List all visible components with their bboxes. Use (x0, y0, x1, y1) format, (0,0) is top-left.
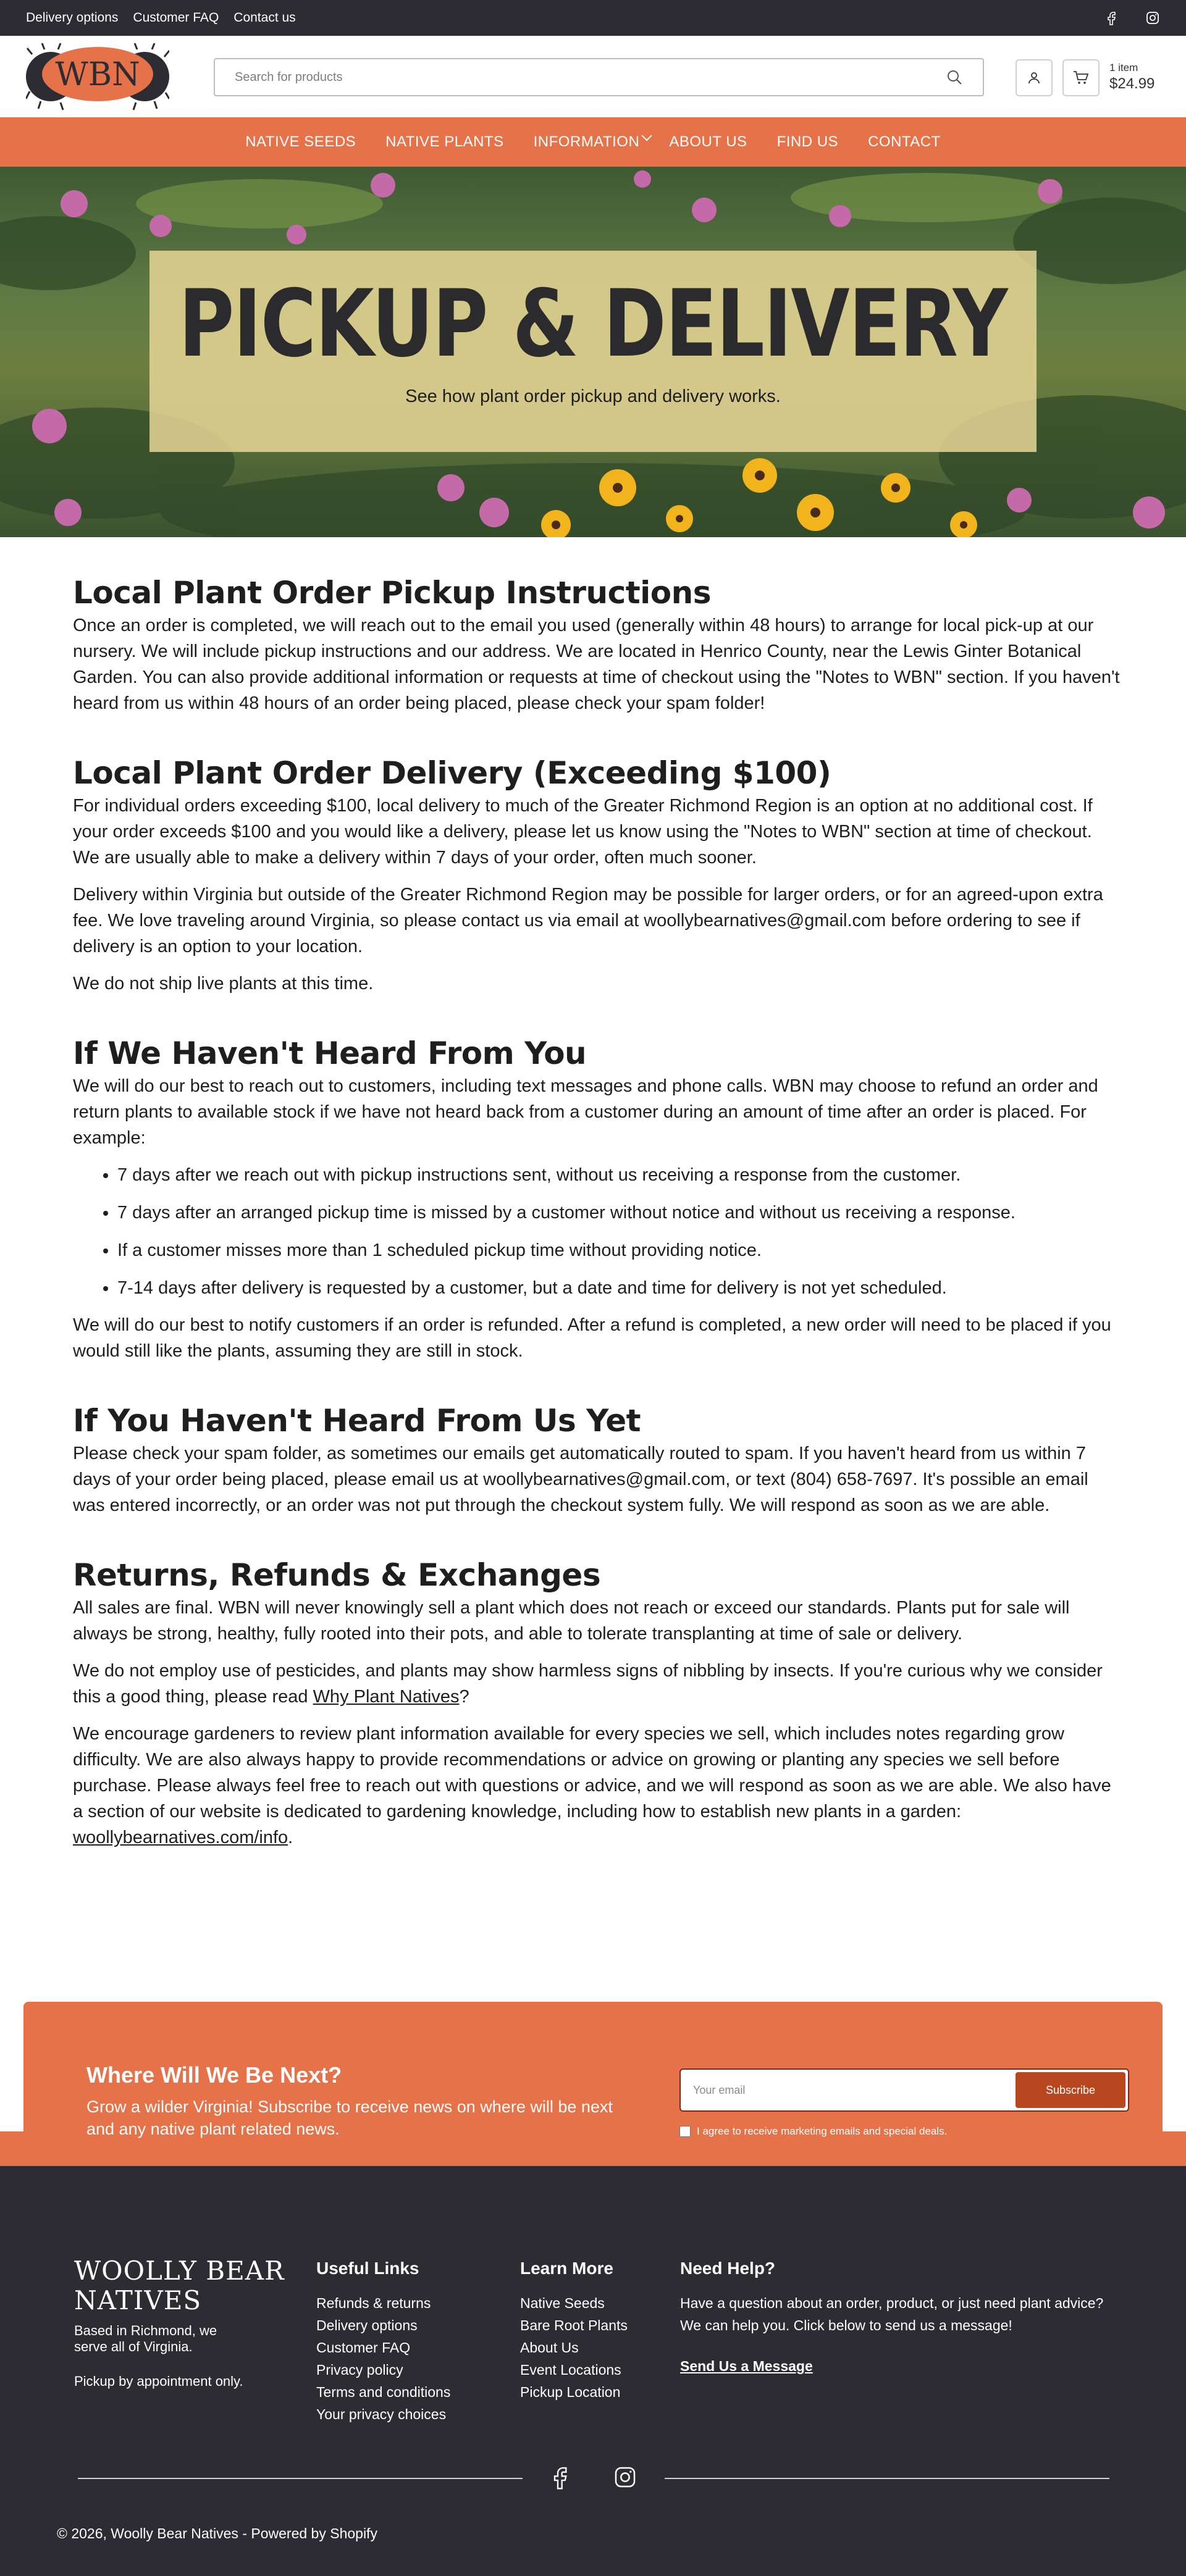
cart-button[interactable] (1062, 59, 1100, 96)
footer-link-about[interactable]: About Us (520, 2340, 579, 2356)
nav-about-us[interactable]: ABOUT US (669, 133, 747, 150)
marketing-consent-label: I agree to receive marketing emails and special deals. (697, 2125, 948, 2137)
list-item: • 7 days after we reach out with pickup instructions sent, without us receiving a response from the customer. (117, 1162, 1123, 1188)
nav-native-plants[interactable]: NATIVE PLANTS (385, 133, 504, 150)
footer-link-privacy[interactable]: Privacy policy (316, 2362, 403, 2378)
delivery-paragraph-3: We do not ship live plants at this time. (73, 974, 374, 993)
search-input[interactable] (235, 70, 946, 85)
returns-paragraph-2-text: We do not employ use of pesticides, and plants may show harmless signs of nibbling by insects. If you're curious why we consider this a good thing, please read (73, 1661, 1103, 1707)
account-button[interactable] (1016, 59, 1053, 96)
facebook-icon[interactable] (1104, 10, 1119, 25)
need-help-column (680, 2259, 1112, 2377)
learn-more-title: Learn More (520, 2259, 613, 2278)
footer-pickup: Pickup by appointment only. (74, 2373, 243, 2389)
logo-text: WBN (55, 56, 140, 93)
footer-link-bare-root[interactable]: Bare Root Plants (520, 2317, 628, 2333)
subscribe-button[interactable]: Subscribe (1016, 2072, 1125, 2108)
footer-link-faq[interactable]: Customer FAQ (316, 2340, 411, 2356)
customer-faq-link[interactable]: Customer FAQ (133, 10, 219, 25)
hero-card (149, 251, 1037, 452)
instagram-icon[interactable] (1145, 10, 1160, 25)
footer-link-native-seeds[interactable]: Native Seeds (520, 2295, 605, 2311)
footer-brand[interactable] (74, 2256, 285, 2315)
not-heard-from-us-heading: If You Haven't Heard From Us Yet (73, 1403, 641, 1439)
cart-count: 1 item (1109, 62, 1138, 73)
returns-heading: Returns, Refunds & Exchanges (73, 1557, 601, 1593)
marketing-consent-checkbox[interactable] (679, 2126, 691, 2137)
top-bar (0, 0, 1186, 36)
returns-paragraph-3 (73, 1721, 1123, 1850)
newsletter-title: Where Will We Be Next? (86, 2062, 342, 2088)
delivery-options-link[interactable]: Delivery options (26, 10, 119, 25)
delivery-heading: Local Plant Order Delivery (Exceeding $100) (73, 755, 831, 791)
list-item: • 7-14 days after delivery is requested by a customer, but a date and time for delivery is not yet scheduled. (117, 1275, 1123, 1301)
nav-information[interactable] (519, 133, 655, 151)
footer-link-privacy-choices[interactable]: Your privacy choices (316, 2406, 447, 2422)
main-nav (0, 117, 1186, 167)
chevron-down-icon (642, 131, 652, 141)
footer-about: Based in Richmond, we serve all of Virginia. (74, 2323, 217, 2354)
learn-more-column (520, 2259, 628, 2403)
facebook-icon[interactable] (549, 2465, 573, 2490)
site-footer (0, 2166, 1186, 2576)
main-content (73, 574, 1123, 1850)
not-heard-from-us-paragraph: Please check your spam folder, as sometimes our emails get automatically routed to spam. If you haven't heard from us within 7 days of your order being placed, please email us at woollybearnatives@gmail.com, or text (804) 658-7697. It's possible an email was entered incorrectly, or an order was not put through the checkout system fully. We will respond as soon as we are able. (73, 1444, 1088, 1515)
list-item: • If a customer misses more than 1 scheduled pickup time without providing notice. (117, 1237, 1123, 1263)
not-heard-from-you-paragraph-2: We will do our best to notify customers if an order is refunded. After a refund is completed, a new order will need to be placed if you would still like the plants, assuming they are still in stock. (73, 1315, 1111, 1361)
footer-link-delivery[interactable]: Delivery options (316, 2317, 418, 2333)
returns-paragraph-1: All sales are final. WBN will never knowingly sell a plant which does not reach or exceed our standards. Plants put for sale will always be strong, healthy, fully rooted into their pots, and able to tolerate transplanting at time of sale or delivery. (73, 1598, 1070, 1644)
footer-brand-line-2: NATIVES (74, 2285, 202, 2315)
cart-total: $24.99 (1109, 75, 1155, 92)
footer-brand-line-1: WOOLLY BEAR (74, 2256, 285, 2286)
returns-paragraph-3-end: . (288, 1828, 293, 1847)
newsletter-text: Grow a wilder Virginia! Subscribe to receive news on where will be next and any native plant related news. (86, 2097, 613, 2138)
copyright: © 2026, Woolly Bear Natives - Powered by Shopify (57, 2525, 377, 2541)
page-subtitle: See how plant order pickup and delivery works. (405, 387, 781, 406)
useful-links-title: Useful Links (316, 2259, 419, 2278)
delivery-paragraph-1: For individual orders exceeding $100, local delivery to much of the Greater Richmond Region is an option at no additional cost. If your order exceeds $100 and you would like a delivery, please let us know using the "Notes to WBN" section at time of checkout. We are usually able to make a delivery within 7 days of your order, often much sooner. (73, 796, 1093, 868)
newsletter-form (679, 2068, 1129, 2112)
need-help-title: Need Help? (680, 2259, 776, 2278)
footer-link-refunds[interactable]: Refunds & returns (316, 2295, 431, 2311)
list-item: • 7 days after an arranged pickup time is missed by a customer without notice and without us receiving a response. (117, 1200, 1123, 1226)
footer-link-terms[interactable]: Terms and conditions (316, 2384, 451, 2400)
returns-paragraph-2-end: ? (459, 1687, 469, 1707)
useful-links-column (316, 2259, 450, 2425)
returns-paragraph-3-text: We encourage gardeners to review plant information available for every species we sell, which includes notes regarding grow difficulty. We are also always happy to provide recommendations or advice on growing or planting any species we sell before purchase. Please always feel free to reach out with questions or advice, and we will respond as soon as we are able. We also have a section of our website is dedicated to gardening knowledge, including how to establish new plants in a garden: (73, 1724, 1111, 1821)
not-heard-from-you-heading: If We Haven't Heard From You (73, 1035, 587, 1071)
footer-divider-left (78, 2478, 523, 2479)
site-header (0, 36, 1186, 117)
why-plant-natives-link[interactable]: Why Plant Natives (313, 1687, 460, 1707)
page-title: PICKUP & DELIVERY (179, 270, 1007, 378)
send-message-link[interactable]: Send Us a Message (680, 2358, 813, 2374)
cart-icon (1073, 70, 1089, 85)
site-logo[interactable] (26, 42, 169, 111)
nav-find-us[interactable]: FIND US (776, 133, 839, 150)
not-heard-from-you-paragraph-1: We will do our best to reach out to customers, including text messages and phone calls. WBN may choose to refund an order and return plants to available stock if we have not heard back from a customer during an amount of time after an order is placed. For example: (73, 1076, 1098, 1148)
social-links (1104, 10, 1160, 25)
pickup-paragraph: Once an order is completed, we will reach out to the email you used (generally within 48 hours) to arrange for local pick-up at our nursery. We will include pickup instructions and our address. We are located in Henrico County, near the Lewis Ginter Botanical Garden. You can also provide additional information or requests at time of checkout using the "Notes to WBN" section. If you haven't heard from us within 48 hours of an order being placed, please check your spam folder! (73, 616, 1120, 713)
user-icon (1027, 71, 1041, 85)
footer-divider-right (665, 2478, 1109, 2479)
search-bar (214, 58, 984, 96)
contact-us-link[interactable]: Contact us (233, 10, 296, 25)
returns-paragraph-2 (73, 1658, 1123, 1710)
nav-contact[interactable]: CONTACT (868, 133, 941, 150)
hero-banner (0, 167, 1186, 537)
need-help-text: Have a question about an order, product, or just need plant advice? We can help you. Click below to send us a message! (680, 2295, 1104, 2333)
nav-information-label: INFORMATION (533, 133, 640, 150)
info-page-link[interactable]: woollybearnatives.com/info (73, 1828, 288, 1847)
marketing-consent (679, 2125, 947, 2138)
email-field[interactable] (683, 2084, 1016, 2097)
pickup-heading: Local Plant Order Pickup Instructions (73, 575, 711, 611)
refund-examples-list (117, 1162, 1123, 1301)
footer-link-pickup-location[interactable]: Pickup Location (520, 2384, 621, 2400)
nav-native-seeds[interactable]: NATIVE SEEDS (245, 133, 356, 150)
footer-link-events[interactable]: Event Locations (520, 2362, 621, 2378)
instagram-icon[interactable] (613, 2465, 637, 2490)
search-icon[interactable] (946, 69, 963, 86)
cart-summary[interactable] (1109, 62, 1154, 93)
delivery-paragraph-2: Delivery within Virginia but outside of the Greater Richmond Region may be possible for larger orders, or for an agreed-upon extra fee. We love traveling around Virginia, so please contact us via email at woollybearnatives@gmail.com before ordering to see if delivery is an option to your location. (73, 885, 1103, 956)
